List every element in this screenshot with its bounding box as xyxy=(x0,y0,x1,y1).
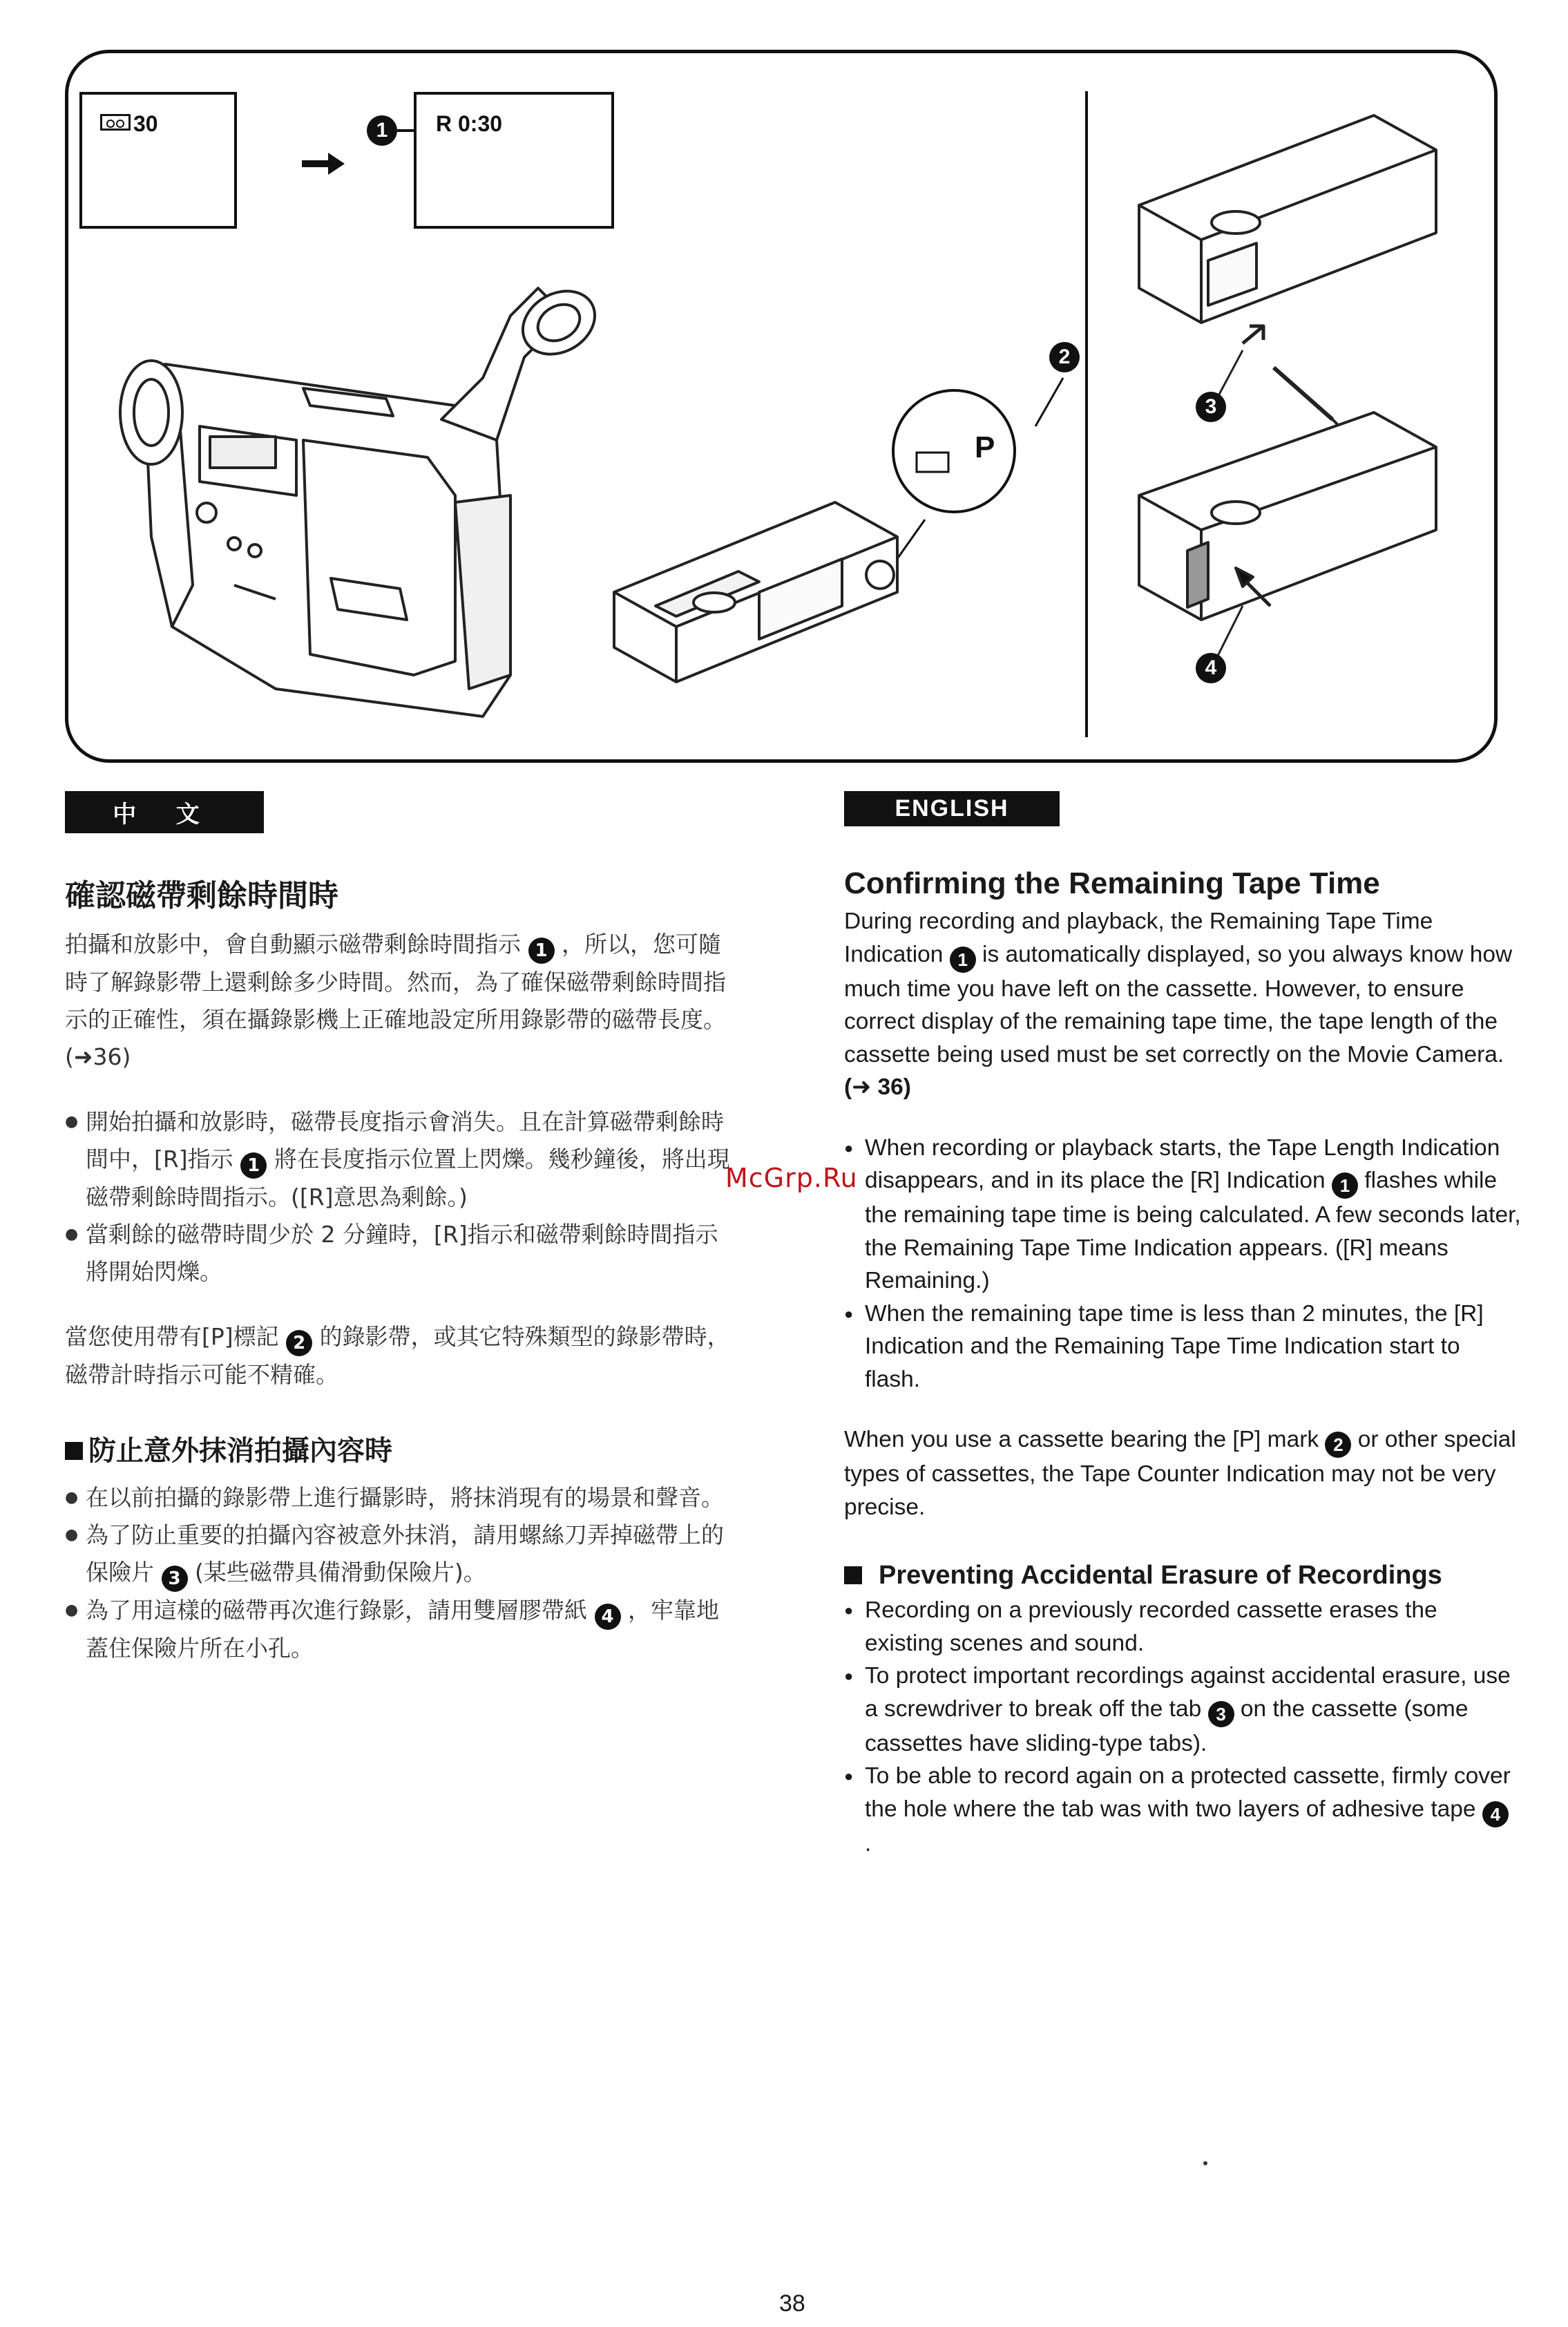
callout-1: 1 xyxy=(367,115,397,146)
chinese-pmark-text-1: 當您使用帶有[P]標記 xyxy=(65,1323,279,1350)
cassette-lower-illustration xyxy=(1139,412,1436,661)
lcd-before-panel xyxy=(79,92,237,229)
chinese-pmark-note xyxy=(65,1318,735,1394)
list-item: ● 當剩餘的磁帶時間少於 2 分鐘時，[R]指示和磁帶剩餘時間指示將開始閃爍。 xyxy=(65,1216,735,1291)
english-bullet1-text-1: When recording or playback starts, the Tape Length Indication disappears, and in its place the [R] Indication xyxy=(865,1134,1500,1193)
callout-2: 2 xyxy=(1049,342,1080,372)
english-intro xyxy=(844,905,1521,1104)
chinese-title: 確認磁帶剩餘時間時 xyxy=(65,878,338,913)
callout-1-inline: 1 xyxy=(528,938,555,964)
p-mark-magnifier xyxy=(883,378,1063,578)
chinese-intro-text-2: ，所以，您可隨時了解錄影帶上還剩餘多少時間。然而，為了確保磁帶剩餘時間指示的正確性，須在攝錄影機上正確地設定所用錄影帶的磁帶長度。(➜36) xyxy=(65,931,726,1070)
callout-2-inline: 2 xyxy=(1325,1432,1351,1458)
english-column xyxy=(844,791,1521,1860)
cassette-center-illustration xyxy=(614,502,897,682)
illustration-panel xyxy=(65,50,1498,763)
english-title: Confirming the Remaining Tape Time xyxy=(844,866,1380,900)
callout-4: 4 xyxy=(1196,653,1226,683)
english-sec-bullet2-text-1: To protect important recordings against accidental erasure, use a screwdriver to break off the tab xyxy=(865,1663,1511,1722)
chinese-bullet1-text-1: 開始拍攝和放影時，磁帶長度指示會消失。且在計算磁帶剩餘時間中，[R]指示 xyxy=(86,1108,724,1172)
page-number: 38 xyxy=(779,2290,805,2317)
chinese-sec-bullet2-text-2: (某些磁帶具備滑動保險片)。 xyxy=(195,1559,486,1586)
english-pmark-text-1: When you use a cassette bearing the [P] mark xyxy=(844,1427,1319,1452)
p-mark-label: P xyxy=(975,430,995,464)
english-intro-reference: (➜ 36) xyxy=(844,1074,911,1100)
list-item xyxy=(65,1517,735,1592)
callout-1-inline: 1 xyxy=(240,1152,267,1179)
chinese-erasure-list xyxy=(65,1479,735,1667)
chinese-intro xyxy=(65,926,735,1076)
chinese-sec-bullet2-text-1: 為了防止重要的拍攝內容被意外抹消，請用螺絲刀弄掉磁帶上的保險片 xyxy=(86,1521,724,1586)
list-item: ● Recording on a previously recorded cassette erases the existing scenes and sound. xyxy=(844,1594,1521,1660)
english-pmark-note xyxy=(844,1423,1521,1523)
chinese-tab: 中 文 xyxy=(65,791,264,833)
chinese-section-heading xyxy=(65,1432,735,1470)
list-item: ● 在以前拍攝的錄影帶上進行攝影時，將抹消現有的場景和聲音。 xyxy=(65,1479,735,1517)
english-sec-bullet3-text-2: . xyxy=(865,1830,872,1856)
list-item xyxy=(844,1660,1521,1760)
cassette-upper-illustration xyxy=(1139,115,1436,440)
chinese-bullet-list xyxy=(65,1103,735,1291)
english-pmark-text-2: or other special types of cassettes, the Tape Counter Indication may not be very precise. xyxy=(844,1427,1516,1520)
list-item: ● When the remaining tape time is less than 2 minutes, the [R] Indication and the Remaining Tape Time Indication start to flash. xyxy=(844,1298,1521,1396)
list-item xyxy=(844,1760,1521,1860)
callout-3-inline: 3 xyxy=(162,1566,188,1592)
cassette-icon xyxy=(100,114,131,131)
english-section-heading xyxy=(844,1557,1521,1594)
chinese-column xyxy=(65,791,735,1667)
right-arrow-icon xyxy=(302,153,345,175)
callout-4-inline: 4 xyxy=(1482,1801,1509,1827)
english-bullet-list xyxy=(844,1132,1521,1396)
list-item xyxy=(65,1592,735,1667)
chinese-sec-bullet3-text-2: ，牢靠地蓋住保險片所在小孔。 xyxy=(86,1597,719,1662)
english-intro-text-1: During recording and playback, the Remaining Tape Time Indication xyxy=(844,909,1433,967)
callout-4-inline: 4 xyxy=(595,1604,621,1630)
english-sec-bullet2-text-2: on the cassette (some cassettes have sliding-type tabs). xyxy=(865,1696,1469,1756)
list-item xyxy=(844,1132,1521,1298)
english-section-title: Preventing Accidental Erasure of Recordings xyxy=(879,1561,1442,1590)
lcd-after-panel xyxy=(414,92,614,229)
camcorder-illustration xyxy=(120,278,606,716)
callout-3: 3 xyxy=(1196,392,1226,422)
chinese-pmark-text-2: 的錄影帶，或其它特殊類型的錄影帶時，磁帶計時指示可能不精確。 xyxy=(65,1323,730,1388)
english-tab: ENGLISH xyxy=(844,791,1060,826)
lcd-remaining-time: R 0:30 xyxy=(436,111,503,136)
illustration-drawing xyxy=(68,53,1498,763)
chinese-sec-bullet3-text-1: 為了用這樣的磁帶再次進行錄影，請用雙層膠帶紙 xyxy=(86,1597,587,1624)
chinese-intro-text-1: 拍攝和放影中，會自動顯示磁帶剩餘時間指示 xyxy=(65,931,521,958)
english-bullet1-text-2: flashes while the remaining tape time is being calculated. A few seconds later, the Remaining Tape Time Indication appears. ([R] means Remaining.) xyxy=(865,1168,1521,1293)
english-erasure-list xyxy=(844,1594,1521,1860)
callout-1-inline: 1 xyxy=(1332,1172,1358,1199)
stray-dot xyxy=(1203,2161,1207,2165)
callout-3-inline: 3 xyxy=(1208,1701,1234,1727)
chinese-section-title: 防止意外抹消拍攝內容時 xyxy=(88,1435,392,1467)
list-item xyxy=(65,1103,735,1216)
section-square-icon xyxy=(65,1442,83,1460)
chinese-bullet1-text-2: 將在長度指示位置上閃爍。幾秒鐘後，將出現磁帶剩餘時間指示。([R]意思為剩餘。) xyxy=(86,1146,730,1210)
lcd-tape-length: 30 xyxy=(133,111,158,136)
english-intro-text-2: is automatically displayed, so you always know how much time you have left on the cassette. However, to ensure correct display of the remaining tape time, the tape length of the cassette being used must be set correctly on the Movie Camera. xyxy=(844,941,1513,1067)
watermark: McGrp.Ru xyxy=(725,1163,858,1193)
section-square-icon xyxy=(844,1566,862,1584)
english-sec-bullet3-text-1: To be able to record again on a protected cassette, firmly cover the hole where the tab was with two layers of adhesive tape xyxy=(865,1763,1511,1822)
callout-1-inline: 1 xyxy=(950,947,976,973)
callout-2-inline: 2 xyxy=(286,1330,312,1356)
